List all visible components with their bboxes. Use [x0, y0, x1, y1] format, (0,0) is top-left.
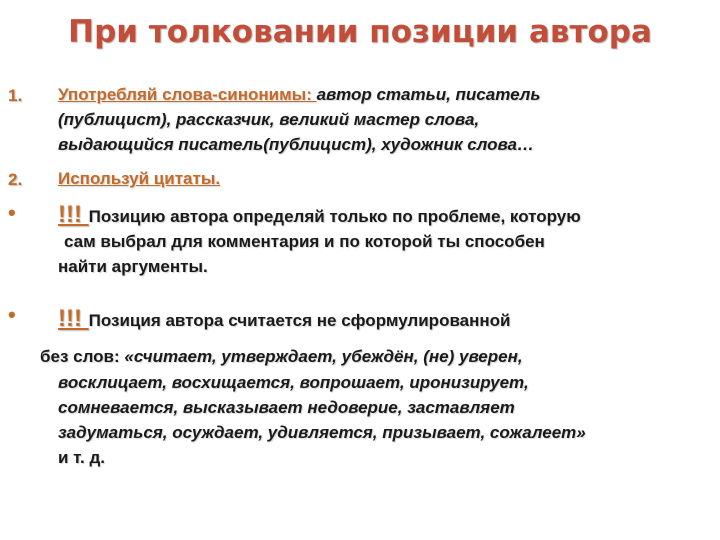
bullet-2-first-line: Позиция автора считается не сформулированной — [88, 311, 511, 330]
bullet-1-line-2: сам выбрал для комментария и по которой ты способен — [64, 232, 545, 251]
bullet-2-marker: • — [8, 302, 16, 327]
item-2-marker: 2. — [8, 170, 23, 189]
bullet-1-emphasis: !!! — [58, 201, 89, 228]
item-2-text — [58, 166, 220, 191]
bullet-1-text — [58, 202, 581, 279]
bullet-2-italic-line-3: задуматься, осуждает, удивляется, призывает, сожалеет» — [58, 423, 586, 442]
item-1-line-1 — [58, 82, 540, 107]
bullet-1-line-1 — [58, 202, 581, 229]
item-1-marker: 1. — [8, 86, 23, 105]
bullet-2-italic-line-2: сомневается, высказывает недоверие, заставляет — [58, 398, 515, 417]
item-1-lead: Употребляй слова-синонимы: — [58, 85, 317, 104]
bullet-1-line-3: найти аргументы. — [58, 257, 208, 276]
bullet-2-italic-line-1: восклицает, восхищается, вопрошает, иронизирует, — [58, 373, 529, 392]
item-1-line-2: (публицист), рассказчик, великий мастер слова, — [58, 110, 480, 129]
bullet-2-first-line-block — [58, 306, 511, 333]
bullet-2-line-2 — [40, 344, 523, 369]
slide-title: При толковании позиции автора — [68, 14, 652, 50]
bullet-2-last-line: и т. д. — [58, 448, 105, 467]
bullet-2-emphasis: !!! — [58, 305, 89, 332]
bullet-2-line-2-inner — [40, 344, 523, 369]
bullet-1-first-line: Позицию автора определяй только по проблеме, которую — [88, 207, 581, 226]
bullet-2-italic-block — [58, 370, 586, 445]
item-1-text — [58, 82, 540, 157]
item-2-lead: Используй цитаты. — [58, 169, 221, 188]
bullet-1-marker: • — [8, 200, 16, 225]
item-1-line-3: выдающийся писатель(публицист), художник слова… — [58, 135, 534, 154]
item-1-synonyms: автор статьи, писатель — [316, 85, 541, 104]
bullet-2-second-line-lead: без слов: — [40, 347, 125, 366]
bullet-2-line-1 — [58, 306, 511, 333]
bullet-2-second-line-italic: «считает, утверждает, убеждён, (не) уверен, — [124, 347, 523, 366]
